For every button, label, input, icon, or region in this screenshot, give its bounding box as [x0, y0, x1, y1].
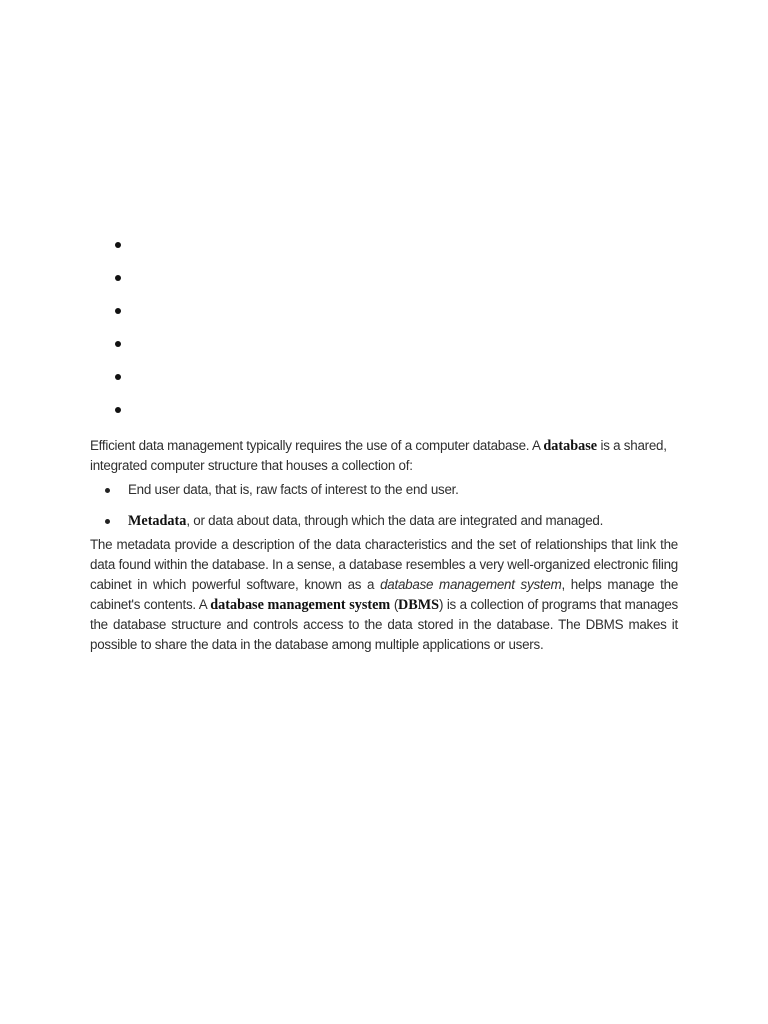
description-paragraph: [90, 535, 678, 655]
empty-bullet-list: [112, 234, 132, 432]
list-item: [90, 480, 678, 500]
intro-text-1: Efficient data management typically requires the use of a computer database. A: [90, 438, 544, 453]
intro-paragraph: [90, 436, 678, 476]
description-text-2: , helps manage the cabinet's contents. A: [90, 577, 679, 612]
empty-bullet-item: [112, 399, 132, 432]
description-text-4: ) is a collection of programs that manages the database structure and controls access to the data stored in the database. The DBMS makes it possible to share the data in the database among multiple applications or users.: [90, 597, 678, 652]
empty-bullet-item: [112, 267, 132, 300]
text-block: [90, 436, 678, 655]
empty-bullet-item: [112, 234, 132, 267]
list-item-term: Metadata: [128, 513, 187, 529]
list-item: [90, 511, 678, 531]
empty-bullet-item: [112, 300, 132, 333]
empty-bullet-item: [112, 333, 132, 366]
description-text-1: The metadata provide a description of the data characteristics and the set of relationships that link the data found within the database. In a sense, a database resembles a very well-organized electronic filing cabinet in which powerful software, known as a: [90, 537, 678, 592]
database-term: database: [543, 438, 598, 454]
empty-bullet-item: [112, 366, 132, 399]
dbms-italic-term: database management system: [380, 577, 562, 592]
list-item-text: End user data, that is, raw facts of interest to the end user.: [128, 482, 459, 497]
dbms-abbreviation: DBMS: [398, 597, 440, 613]
description-text-3: (: [390, 597, 399, 612]
list-item-text: , or data about data, through which the data are integrated and managed.: [186, 513, 604, 528]
dbms-term: database management system: [210, 597, 391, 613]
collection-list: [90, 480, 678, 531]
intro-text-2: is a shared, integrated computer structure that houses a collection of:: [90, 438, 667, 473]
